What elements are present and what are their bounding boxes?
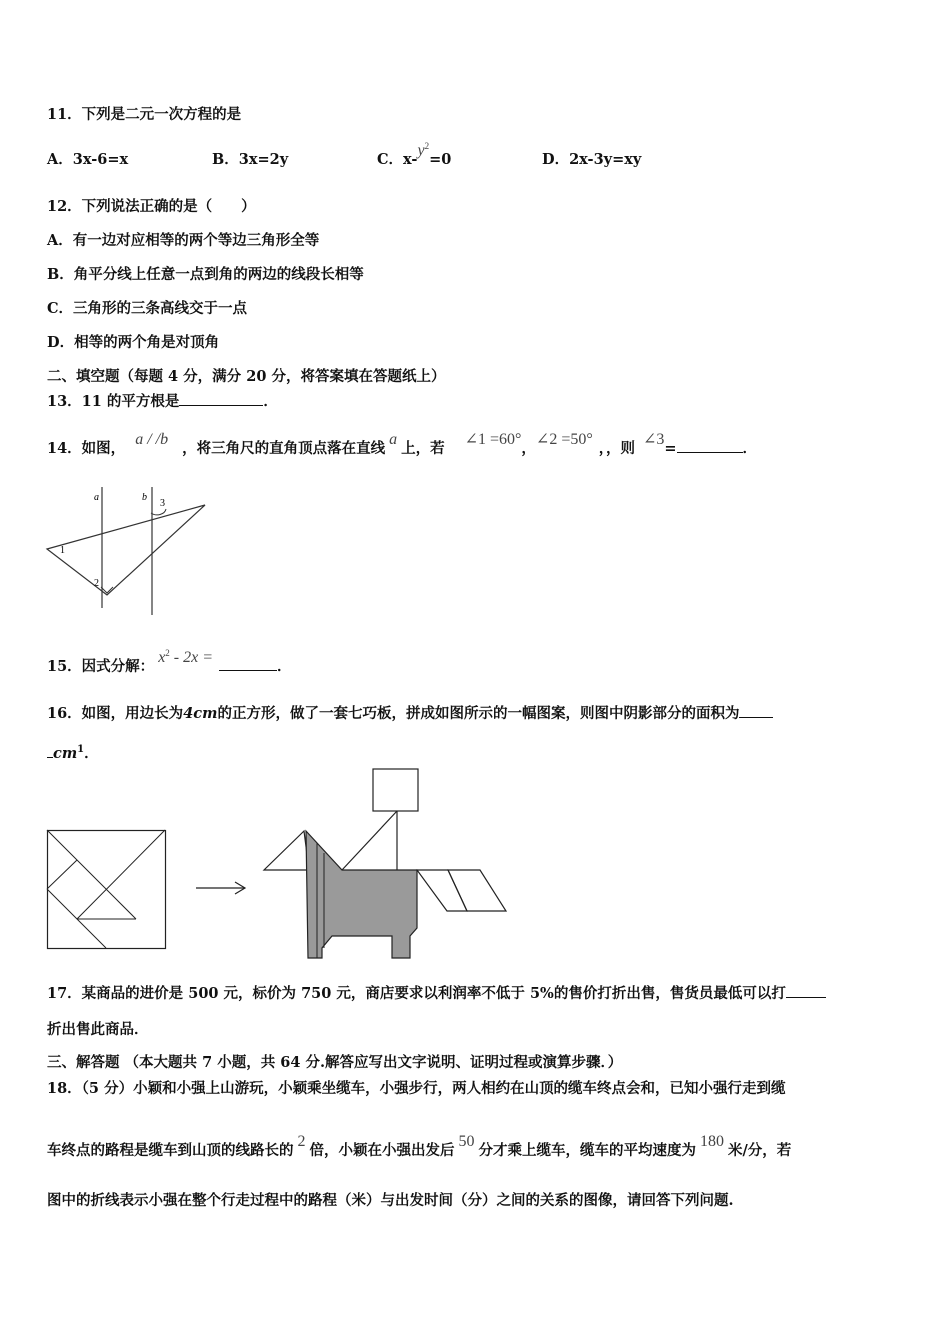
label-2: 2 [94, 578, 99, 589]
q18-line1: 18．（5 分）小颖和小强上山游玩，小颖乘坐缆车，小强步行，两人相约在山顶的缆车终点会和，已知小强行走到缆 [47, 1080, 786, 1097]
angle-3-arc [151, 509, 166, 515]
q16-line1: 16．如图，用边长为4cm的正方形，做了一套七巧板，拼成如图所示的一幅图案，则图中阴影部分的面积为 [47, 702, 773, 723]
label-1: 1 [60, 545, 65, 556]
q12-option-c: C．三角形的三条高线交于一点 [47, 300, 248, 317]
q11-option-d: D．2x-3y=xy [542, 151, 642, 168]
q11-option-a: A．3x-6=x [47, 151, 129, 168]
q14: 14．如图，a / /b，将三角尺的直角顶点落在直线a上，若∠1 =60°，∠2 =50°，，则∠3= ． [47, 431, 758, 457]
q12-option-d: D．相等的两个角是对顶角 [47, 334, 220, 351]
q16-line2: $cm^1$． [47, 742, 99, 763]
q13: 13．11 的平方根是 ． [47, 393, 278, 410]
q15: 15．因式分解：$x^2 - 2x$ =． [47, 648, 292, 675]
label-3: 3 [160, 498, 165, 509]
triangle-ruler [47, 505, 205, 595]
q11-option-b: B．3x=2y [212, 151, 289, 168]
label-b: b [142, 492, 147, 503]
tangram-square [47, 830, 167, 950]
q17-line2: 折出售此商品． [47, 1021, 149, 1038]
q12-option-b: B．角平分线上任意一点到角的两边的线段长相等 [47, 266, 364, 283]
q12-stem: 12．下列说法正确的是（ ） [47, 198, 256, 215]
q14-figure [40, 485, 215, 620]
arrow-icon [195, 880, 250, 896]
tangram-horse [262, 768, 512, 964]
q18-line3: 图中的折线表示小强在整个行走过程中的路程（米）与出发时间（分）之间的关系的图像，请回答下列问题. [47, 1192, 734, 1209]
q17-line1: 17．某商品的进价是 500 元，标价为 750 元，商店要求以利润率不低于 5%的售价打折出售，售货员最低可以打 [47, 982, 826, 1003]
label-a: a [94, 492, 99, 503]
q11-option-c: C．$x-y^2=0$ [377, 141, 452, 168]
q12-option-a: A．有一边对应相等的两个等边三角形全等 [47, 232, 320, 249]
section-2-heading: 二、填空题（每题 4 分，满分 20 分，将答案填在答题纸上） [47, 368, 446, 385]
q11-stem: 11．下列是二元一次方程的是 [47, 106, 242, 123]
q18-line2: 车终点的路程是缆车到山顶的线路长的2倍，小颖在小强出发后50分才乘上缆车，缆车的平均速度为180米/分，若 [47, 1133, 792, 1159]
section-3-heading: 三、解答题 （本大题共 7 小题，共 64 分.解答应写出文字说明、证明过程或演算步骤．） [47, 1054, 623, 1071]
